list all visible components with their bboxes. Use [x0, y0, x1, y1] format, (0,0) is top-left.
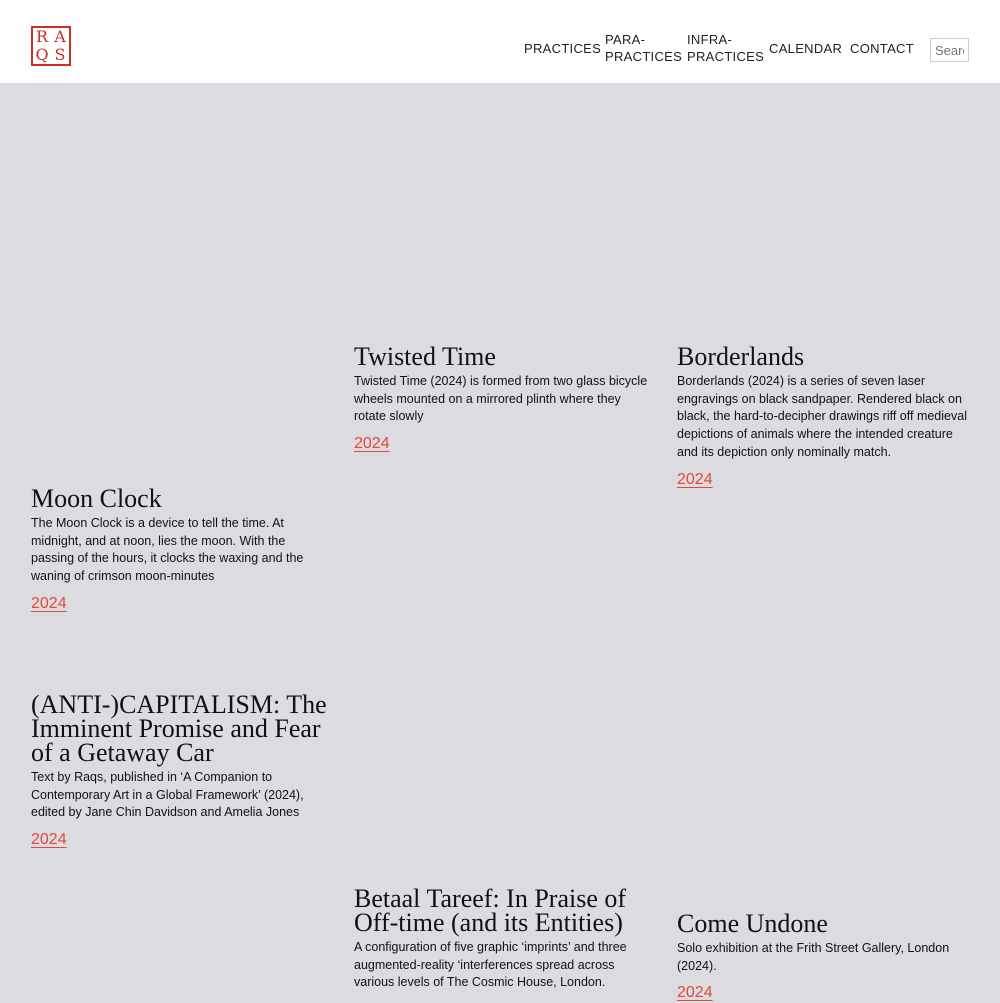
logo-letter: Q	[35, 45, 49, 64]
nav-infra-practices-line1: INFRA-	[687, 32, 733, 47]
nav-calendar-label: CALENDAR	[769, 41, 843, 56]
logo-letter: A	[54, 27, 66, 46]
nav-para-practices-line2: PRACTICES	[605, 49, 683, 64]
card-title[interactable]: Come Undone	[677, 909, 828, 938]
nav-infra-practices-line2: PRACTICES	[687, 49, 765, 64]
project-card-borderlands	[677, 342, 967, 490]
card-year-link[interactable]: 2024	[677, 470, 713, 488]
logo-letter: S	[54, 45, 66, 64]
card-title[interactable]: Moon Clock	[31, 484, 162, 513]
nav-contact[interactable]	[850, 40, 914, 57]
card-description: Twisted Time (2024) is formed from two glass bicycle wheels mounted on a mirrored plinth where they rotate slowly	[354, 374, 648, 424]
raqs-logo[interactable]	[31, 26, 71, 66]
card-description: Borderlands (2024) is a series of seven laser engravings on black sandpaper. Rendered black on black, the hard-to-decipher drawings riff off medieval depictions of animals where the intended creature and its depiction only nominally match.	[677, 374, 967, 459]
card-year-link[interactable]: 2024	[31, 594, 67, 612]
card-title[interactable]: Borderlands	[677, 342, 805, 371]
nav-practices[interactable]	[524, 40, 601, 57]
card-title[interactable]: Twisted Time	[354, 342, 496, 371]
logo-letter: R	[35, 27, 49, 46]
card-title[interactable]: Betaal Tareef: In Praise of Off-time (and its Entities)	[354, 884, 627, 937]
nav-contact-label: CONTACT	[850, 41, 914, 56]
project-card-moon-clock	[31, 484, 321, 614]
card-year-link[interactable]: 2024	[31, 831, 67, 849]
card-description: Solo exhibition at the Frith Street Gallery, London (2024).	[677, 941, 950, 973]
nav-para-practices-line1: PARA-	[605, 32, 646, 47]
project-card-come-undone	[677, 909, 967, 1003]
nav-practices-label: PRACTICES	[524, 41, 602, 56]
project-card-anti-capitalism	[31, 690, 331, 850]
card-title[interactable]: (ANTI-)CAPITALISM: The Imminent Promise and Fear of a Getaway Car	[31, 690, 327, 767]
search-input[interactable]	[930, 38, 969, 62]
card-year-link[interactable]: 2024	[354, 435, 390, 453]
project-card-betaal-tareef	[354, 884, 649, 992]
nav-para-practices[interactable]	[605, 31, 682, 65]
project-card-twisted-time	[354, 342, 654, 454]
site-header	[0, 0, 1000, 83]
card-year-link[interactable]: 2024	[677, 984, 713, 1002]
nav-calendar[interactable]	[769, 40, 842, 57]
card-description: Text by Raqs, published in ‘A Companion to Contemporary Art in a Global Framework’ (2024), edited by Jane Chin Davidson and Amelia Jones	[31, 770, 304, 820]
card-description: The Moon Clock is a device to tell the time. At midnight, and at noon, lies the moon. With the passing of the hours, it clocks the waxing and the waning of crimson moon-minutes	[31, 516, 304, 584]
nav-infra-practices[interactable]	[687, 31, 764, 65]
card-description: A configuration of five graphic ‘imprints’ and three augmented-reality ‘interferences spread across various levels of The Cosmic House, London.	[354, 940, 627, 990]
